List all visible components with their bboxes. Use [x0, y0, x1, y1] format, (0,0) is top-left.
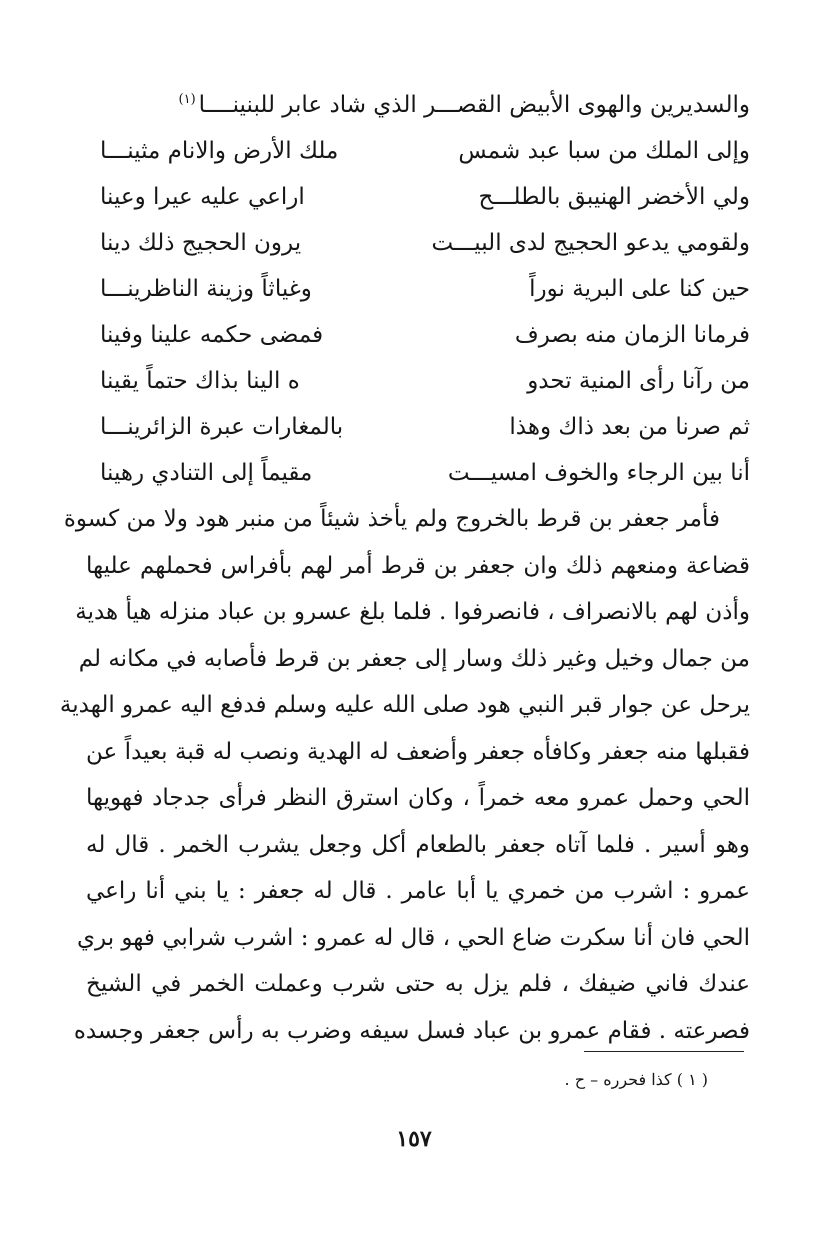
- prose-line: فقبلها منه جعفر وكافأه جعفر وأضعف له الهدية ونصب له قبة بعيداً عن: [86, 738, 750, 765]
- prose-line: عمرو : اشرب من خمري يا أبا عامر . قال له جعفر : يا بني أنا راعي: [86, 878, 750, 904]
- verse-first-hemistich: أنا بين الرجاء والخوف امسيـــت: [447, 460, 750, 486]
- prose-line: من جمال وخيل وغير ذلك وسار إلى جعفر بن قرط فأصابه في مكانه لم: [78, 645, 750, 672]
- page-number: ١٥٧: [396, 1126, 432, 1152]
- footnote: ( ١ ) كذا فحرره – ح .: [564, 1070, 708, 1089]
- prose-block: [59, 506, 750, 1064]
- prose-line: عندك فاني ضيفك ، فلم يزل به حتى شرب وعملت الخمر في الشيخ: [86, 971, 750, 997]
- verse-first-hemistich: فرمانا الزمان منه بصرف: [514, 322, 750, 348]
- footnote-reference: (١): [178, 92, 196, 108]
- prose-line: الحي فان أنا سكرت ضاع الحي ، قال له عمرو : اشرب شرابي فهو بري: [77, 924, 750, 951]
- verse-2: [100, 138, 750, 184]
- verse-first-hemistich: وإلى الملك من سبا عبد شمس: [458, 138, 750, 164]
- verse-first-hemistich: من رآنا رأى المنية تحدو: [527, 368, 750, 394]
- verse-3: [100, 184, 750, 230]
- verse-first-hemistich: حين كنا على البرية نوراً: [529, 276, 750, 302]
- verse-second-hemistich: ملك الأرض والانام مثينـــا: [100, 138, 339, 164]
- verse-first-hemistich: ثم صرنا من بعد ذاك وهذا: [509, 414, 750, 440]
- verse-first-hemistich: ولي الأخضر الهنيبق بالطلـــح: [478, 184, 750, 210]
- prose-line: فصرعته . فقام عمرو بن عباد فسل سيفه وضرب به رأس جعفر وجسده: [73, 1017, 750, 1044]
- verse-second-hemistich: بالمغارات عبرة الزائرينـــا: [100, 414, 344, 440]
- poem-block: [100, 92, 750, 506]
- verse-first-hemistich: ولقومي يدعو الحجيج لدى البيـــت: [431, 230, 750, 256]
- prose-line: فأمر جعفر بن قرط بالخروج ولم يأخذ شيئاً من منبر هود ولا من كسوة: [63, 506, 720, 532]
- verse-second-hemistich: مقيماً إلى التنادي رهينا: [100, 460, 313, 486]
- verse-9: [100, 460, 750, 506]
- verse-second-hemistich: يرون الحجيج ذلك دينا: [100, 230, 302, 256]
- verse-5: [100, 276, 750, 322]
- verse-second-hemistich: اراعي عليه عيرا وعينا: [100, 184, 305, 210]
- verse-second-hemistich: وغياثاً وزينة الناظرينـــا: [100, 276, 312, 302]
- footnote-divider: [584, 1051, 744, 1052]
- prose-line: الحي وحمل عمرو معه خمراً ، وكان استرق النظر فرأى جدجاد فهويها: [86, 785, 750, 811]
- verse-4: [100, 230, 750, 276]
- prose-line: وهو أسير . فلما آتاه جعفر بالطعام أكل وجعل يشرب الخمر . قال له: [86, 831, 750, 858]
- verse-8: [100, 414, 750, 460]
- verse-1: [100, 92, 750, 138]
- verse-first-hemistich: والسديرين والهوى الأبيض القصـــر الذي شاد عابر للبنينــــا$^{(١)}$: [178, 92, 750, 118]
- verse-6: [100, 322, 750, 368]
- verse-7: [100, 368, 750, 414]
- verse-second-hemistich: ه الينا بذاك حتماً يقينا: [100, 368, 300, 394]
- verse-second-hemistich: فمضى حكمه علينا وفينا: [100, 322, 324, 348]
- prose-line: وأذن لهم بالانصراف ، فانصرفوا . فلما بلغ عسرو بن عباد منزله هيأ هدية: [75, 599, 750, 625]
- prose-line: يرحل عن جوار قبر النبي هود صلى الله عليه وسلم فدفع اليه عمرو الهدية: [59, 692, 750, 718]
- prose-line: قضاعة ومنعهم ذلك وان جعفر بن قرط أمر لهم بأفراس فحملهم عليها: [86, 552, 750, 579]
